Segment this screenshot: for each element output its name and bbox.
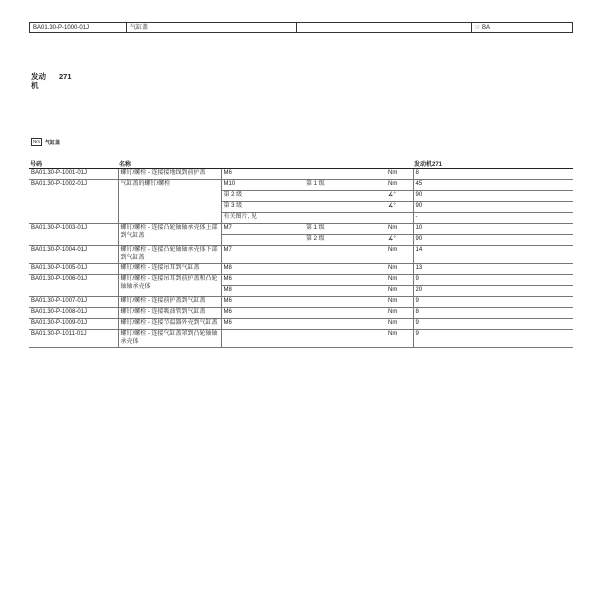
table-row [29,330,573,348]
row-stage [304,169,386,180]
row-unit: ∡° [386,202,413,213]
row-unit: Nm [386,169,413,180]
row-unit: Nm [386,264,413,275]
header-title: 气缸盖 [127,23,297,32]
row-name: 螺钉/螺栓 - 连接气缸盖罩到凸轮轴轴承壳体 [118,330,221,348]
table-row [29,169,573,180]
row-value: 14 [413,246,573,264]
table-row [29,264,573,275]
table-row [29,308,573,319]
row-spec: M8 [221,286,304,297]
row-stage [304,246,386,264]
section-heading [31,138,60,146]
row-spec: M6 [221,308,304,319]
row-name: 螺钉/螺栓 - 连接吊耳到前护盖和凸轮轴轴承壳体 [118,275,221,297]
row-unit: Nm [386,224,413,235]
row-code: BA01.30-P-1009-01J [29,319,118,330]
row-spec [221,330,304,348]
row-spec: M7 [221,224,304,235]
row-stage [304,213,386,224]
row-name: 螺钉/螺栓 - 连接吸油管到气缸盖 [118,308,221,319]
row-unit: Nm [386,180,413,191]
table-row [29,246,573,264]
header-code: BA01.30-P-1000-01J [30,23,127,32]
header-ref-link[interactable]: ☞ BA [475,25,491,31]
engine-number: 271 [59,72,72,81]
row-spec: M6 [221,319,304,330]
row-name: 螺钉/螺栓 - 连接前护盖到气缸盖 [118,297,221,308]
table-row [29,319,573,330]
row-code: BA01.30-P-1002-01J [29,180,118,224]
row-value: 8 [413,169,573,180]
row-unit: Nm [386,308,413,319]
row-value: 90 [413,235,573,246]
row-code: BA01.30-P-1005-01J [29,264,118,275]
row-spec: 第 3 级 [221,202,304,213]
document-header [29,22,573,33]
row-unit: Nm [386,330,413,348]
row-stage [304,202,386,213]
torque-table [29,159,573,348]
col-header-name: 名称 [118,159,413,169]
engine-label-line1: 发动 [31,72,46,81]
row-spec: M8 [221,264,304,275]
row-value: 13 [413,264,573,275]
row-code: BA01.30-P-1003-01J [29,224,118,246]
row-value: 20 [413,286,573,297]
row-value: 90 [413,191,573,202]
row-spec: 第 2 级 [221,191,304,202]
row-name: 螺钉/螺栓 - 连接吊耳到气缸盖 [118,264,221,275]
engine-label-line2: 机 [31,81,39,90]
table-row [29,224,573,235]
row-unit: ∡° [386,191,413,202]
table-row [29,275,573,286]
row-stage [304,286,386,297]
row-unit: Nm [386,286,413,297]
header-empty [297,23,472,32]
row-spec [221,235,304,246]
row-name: 螺钉/螺栓 - 连接凸轮轴轴承壳体下部到气缸盖 [118,246,221,264]
col-header-engine: 发动机271 [413,159,573,169]
row-unit: Nm [386,297,413,308]
row-spec: M10 [221,180,304,191]
row-name: 螺钉/螺栓 - 连接接地线到前护盖 [118,169,221,180]
row-stage [304,191,386,202]
row-code: BA01.30-P-1006-01J [29,275,118,297]
col-header-number: 号码 [29,159,118,169]
row-spec: M6 [221,275,304,286]
row-value: 10 [413,224,573,235]
row-stage [304,275,386,286]
row-code: BA01.30-P-1004-01J [29,246,118,264]
row-value: 9 [413,319,573,330]
row-value: 9 [413,297,573,308]
row-stage: 第 1 级 [304,224,386,235]
row-spec: 有关图片, 见 [221,213,304,224]
row-code: BA01.30-P-1008-01J [29,308,118,319]
row-value: 90 [413,202,573,213]
row-value: 8 [413,308,573,319]
row-stage [304,308,386,319]
row-unit: Nm [386,246,413,264]
row-stage: 第 2 级 [304,235,386,246]
row-unit [386,213,413,224]
table-row [29,297,573,308]
row-value: 9 [413,330,573,348]
row-code: BA01.30-P-1001-01J [29,169,118,180]
row-unit: ∡° [386,235,413,246]
row-name: 螺钉/螺栓 - 连接节温器外壳到气缸盖 [118,319,221,330]
row-spec: M6 [221,169,304,180]
row-stage [304,319,386,330]
table-row [29,180,573,191]
engine-label [31,72,72,90]
row-value: 9 [413,275,573,286]
row-stage: 第 1 级 [304,180,386,191]
torque-icon: Nm [33,139,40,144]
table-body [29,169,573,348]
row-name: 螺钉/螺栓 - 连接凸轮轴轴承壳体上部到气缸盖 [118,224,221,246]
row-name: 气缸盖的螺钉/螺栓 [118,180,221,224]
row-stage [304,297,386,308]
row-value: 45 [413,180,573,191]
row-code: BA01.30-P-1007-01J [29,297,118,308]
section-title: 气缸盖 [45,139,61,146]
row-stage [304,264,386,275]
row-code: BA01.30-P-1011-01J [29,330,118,348]
row-value: - [413,213,573,224]
row-spec: M6 [221,297,304,308]
row-unit: Nm [386,275,413,286]
row-stage [304,330,386,348]
row-unit: Nm [386,319,413,330]
row-spec: M7 [221,246,304,264]
